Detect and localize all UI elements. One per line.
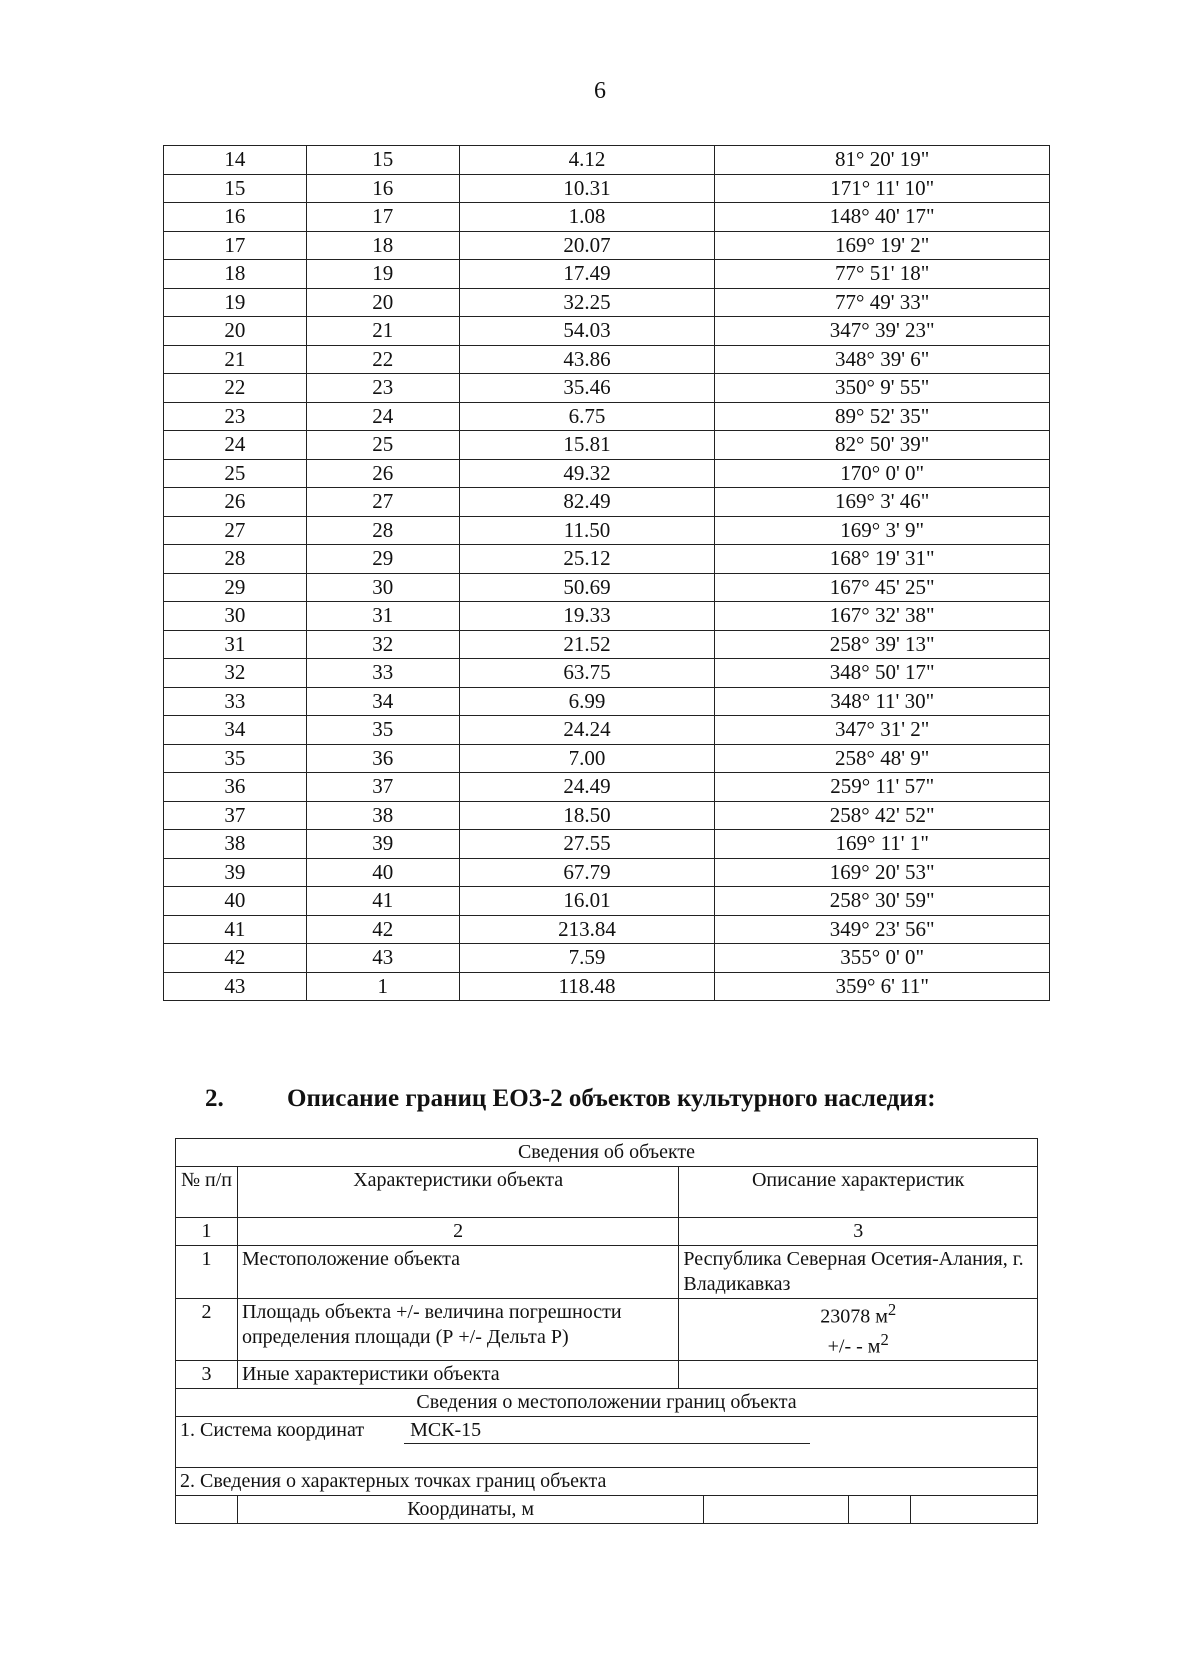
distance: 6.99 [459,687,715,716]
from-point: 18 [164,260,307,289]
direction-angle: 169° 3' 9" [715,516,1050,545]
distance: 20.07 [459,231,715,260]
boundary-points-body [164,146,1050,1001]
boundary-row [164,602,1050,631]
to-point: 34 [306,687,459,716]
to-point: 31 [306,602,459,631]
col-num-header: № п/п [176,1167,238,1218]
to-point: 27 [306,488,459,517]
to-point: 29 [306,545,459,574]
distance: 24.49 [459,773,715,802]
distance: 1.08 [459,203,715,232]
direction-angle: 77° 51' 18" [715,260,1050,289]
direction-angle: 167° 32' 38" [715,602,1050,631]
to-point: 37 [306,773,459,802]
to-point: 41 [306,887,459,916]
direction-angle: 169° 19' 2" [715,231,1050,260]
boundary-row [164,972,1050,1001]
direction-angle: 359° 6' 11" [715,972,1050,1001]
distance: 118.48 [459,972,715,1001]
boundary-row [164,317,1050,346]
direction-angle: 347° 39' 23" [715,317,1050,346]
empty-cell [849,1496,911,1524]
boundary-row [164,231,1050,260]
section-number: 2. [205,1085,224,1112]
distance: 67.79 [459,858,715,887]
to-point: 42 [306,915,459,944]
object-info-table [175,1138,1038,1524]
to-point: 43 [306,944,459,973]
boundary-row [164,516,1050,545]
direction-angle: 171° 11' 10" [715,174,1050,203]
distance: 27.55 [459,830,715,859]
from-point: 24 [164,431,307,460]
coordinate-system-cell [176,1417,1038,1468]
location-header: Сведения о местоположении границ объекта [176,1389,1038,1417]
col-index: 1 [176,1218,238,1246]
distance: 18.50 [459,801,715,830]
to-point: 36 [306,744,459,773]
object-row-area [176,1299,1038,1361]
distance: 49.32 [459,459,715,488]
distance: 54.03 [459,317,715,346]
row-characteristic: Площадь объекта +/- величина погрешности определения площади (Р +/- Дельта Р) [237,1299,678,1361]
coordinates-header-row [176,1496,1038,1524]
area-unit-exponent: 2 [887,1300,897,1319]
boundary-row [164,773,1050,802]
direction-angle: 169° 11' 1" [715,830,1050,859]
to-point: 28 [306,516,459,545]
from-point: 28 [164,545,307,574]
from-point: 29 [164,573,307,602]
page-number: 6 [594,78,606,104]
direction-angle: 148° 40' 17" [715,203,1050,232]
boundary-row [164,174,1050,203]
from-point: 23 [164,402,307,431]
to-point: 25 [306,431,459,460]
direction-angle: 170° 0' 0" [715,459,1050,488]
boundary-row [164,374,1050,403]
from-point: 43 [164,972,307,1001]
from-point: 17 [164,231,307,260]
boundary-row [164,260,1050,289]
boundary-row [164,687,1050,716]
row-number: 2 [176,1299,238,1361]
from-point: 39 [164,858,307,887]
direction-angle: 258° 30' 59" [715,887,1050,916]
distance: 6.75 [459,402,715,431]
from-point: 36 [164,773,307,802]
from-point: 16 [164,203,307,232]
object-info-header: Сведения об объекте [176,1139,1038,1167]
to-point: 23 [306,374,459,403]
row-description [679,1299,1038,1361]
to-point: 21 [306,317,459,346]
coordinate-system-label: 1. Система координат [180,1419,365,1442]
to-point: 15 [306,146,459,175]
direction-angle: 77° 49' 33" [715,288,1050,317]
distance: 82.49 [459,488,715,517]
row-number: 1 [176,1246,238,1299]
distance: 11.50 [459,516,715,545]
to-point: 22 [306,345,459,374]
col-index: 3 [679,1218,1038,1246]
direction-angle: 169° 3' 46" [715,488,1050,517]
direction-angle: 347° 31' 2" [715,716,1050,745]
to-point: 17 [306,203,459,232]
row-description [679,1361,1038,1389]
row-characteristic: Местоположение объекта [237,1246,678,1299]
direction-angle: 81° 20' 19" [715,146,1050,175]
from-point: 42 [164,944,307,973]
empty-cell [911,1496,1038,1524]
direction-angle: 348° 39' 6" [715,345,1050,374]
distance: 35.46 [459,374,715,403]
boundary-points-table [163,145,1050,1001]
boundary-row [164,573,1050,602]
boundary-row [164,801,1050,830]
area-value: 23078 м [820,1305,888,1328]
direction-angle: 259° 11' 57" [715,773,1050,802]
distance: 15.81 [459,431,715,460]
distance: 17.49 [459,260,715,289]
area-tolerance: +/- - м [827,1335,881,1358]
from-point: 25 [164,459,307,488]
to-point: 40 [306,858,459,887]
from-point: 21 [164,345,307,374]
direction-angle: 89° 52' 35" [715,402,1050,431]
distance: 25.12 [459,545,715,574]
distance: 10.31 [459,174,715,203]
boundary-row [164,744,1050,773]
to-point: 20 [306,288,459,317]
boundary-row [164,887,1050,916]
from-point: 14 [164,146,307,175]
from-point: 15 [164,174,307,203]
object-info-header-row [176,1139,1038,1167]
boundary-row [164,545,1050,574]
points-label-row [176,1468,1038,1496]
to-point: 35 [306,716,459,745]
direction-angle: 258° 39' 13" [715,630,1050,659]
location-header-row [176,1389,1038,1417]
area-unit-exponent: 2 [880,1329,889,1349]
direction-angle: 258° 48' 9" [715,744,1050,773]
empty-cell [176,1496,238,1524]
coordinates-label: Координаты, м [237,1496,703,1524]
distance: 32.25 [459,288,715,317]
distance: 50.69 [459,573,715,602]
distance: 43.86 [459,345,715,374]
distance: 4.12 [459,146,715,175]
boundary-row [164,146,1050,175]
boundary-row [164,630,1050,659]
boundary-row [164,944,1050,973]
to-point: 39 [306,830,459,859]
section-heading [205,1085,1105,1113]
to-point: 18 [306,231,459,260]
distance: 7.00 [459,744,715,773]
direction-angle: 169° 20' 53" [715,858,1050,887]
distance: 24.24 [459,716,715,745]
from-point: 30 [164,602,307,631]
from-point: 31 [164,630,307,659]
to-point: 24 [306,402,459,431]
to-point: 19 [306,260,459,289]
section-title: Описание границ ЕОЗ-2 объектов культурного наследия: [287,1085,936,1112]
coordinate-system-row [176,1417,1038,1468]
to-point: 38 [306,801,459,830]
boundary-row [164,431,1050,460]
from-point: 34 [164,716,307,745]
col-characteristics-header: Характеристики объекта [237,1167,678,1218]
from-point: 41 [164,915,307,944]
boundary-row [164,402,1050,431]
coordinate-system-value: МСК-15 [404,1418,810,1444]
from-point: 19 [164,288,307,317]
row-characteristic: Иные характеристики объекта [237,1361,678,1389]
from-point: 38 [164,830,307,859]
from-point: 27 [164,516,307,545]
col-index: 2 [237,1218,678,1246]
boundary-row [164,716,1050,745]
from-point: 32 [164,659,307,688]
boundary-row [164,345,1050,374]
from-point: 26 [164,488,307,517]
distance: 21.52 [459,630,715,659]
object-row-other [176,1361,1038,1389]
from-point: 20 [164,317,307,346]
boundary-row [164,830,1050,859]
to-point: 32 [306,630,459,659]
distance: 7.59 [459,944,715,973]
boundary-row [164,488,1050,517]
from-point: 35 [164,744,307,773]
boundary-row [164,288,1050,317]
to-point: 26 [306,459,459,488]
distance: 63.75 [459,659,715,688]
direction-angle: 348° 50' 17" [715,659,1050,688]
to-point: 1 [306,972,459,1001]
empty-cell [704,1496,849,1524]
distance: 213.84 [459,915,715,944]
distance: 16.01 [459,887,715,916]
from-point: 33 [164,687,307,716]
boundary-row [164,858,1050,887]
from-point: 22 [164,374,307,403]
column-index-row [176,1218,1038,1246]
direction-angle: 355° 0' 0" [715,944,1050,973]
object-row-location [176,1246,1038,1299]
distance: 19.33 [459,602,715,631]
column-header-row [176,1167,1038,1218]
row-number: 3 [176,1361,238,1389]
boundary-row [164,659,1050,688]
boundary-row [164,203,1050,232]
direction-angle: 350° 9' 55" [715,374,1050,403]
boundary-row [164,459,1050,488]
to-point: 30 [306,573,459,602]
direction-angle: 349° 23' 56" [715,915,1050,944]
direction-angle: 348° 11' 30" [715,687,1050,716]
direction-angle: 82° 50' 39" [715,431,1050,460]
to-point: 33 [306,659,459,688]
row-description: Республика Северная Осетия-Алания, г. Владикавказ [679,1246,1038,1299]
to-point: 16 [306,174,459,203]
from-point: 37 [164,801,307,830]
direction-angle: 168° 19' 31" [715,545,1050,574]
direction-angle: 258° 42' 52" [715,801,1050,830]
col-description-header: Описание характеристик [679,1167,1038,1218]
boundary-row [164,915,1050,944]
direction-angle: 167° 45' 25" [715,573,1050,602]
points-label: 2. Сведения о характерных точках границ объекта [176,1468,1038,1496]
from-point: 40 [164,887,307,916]
